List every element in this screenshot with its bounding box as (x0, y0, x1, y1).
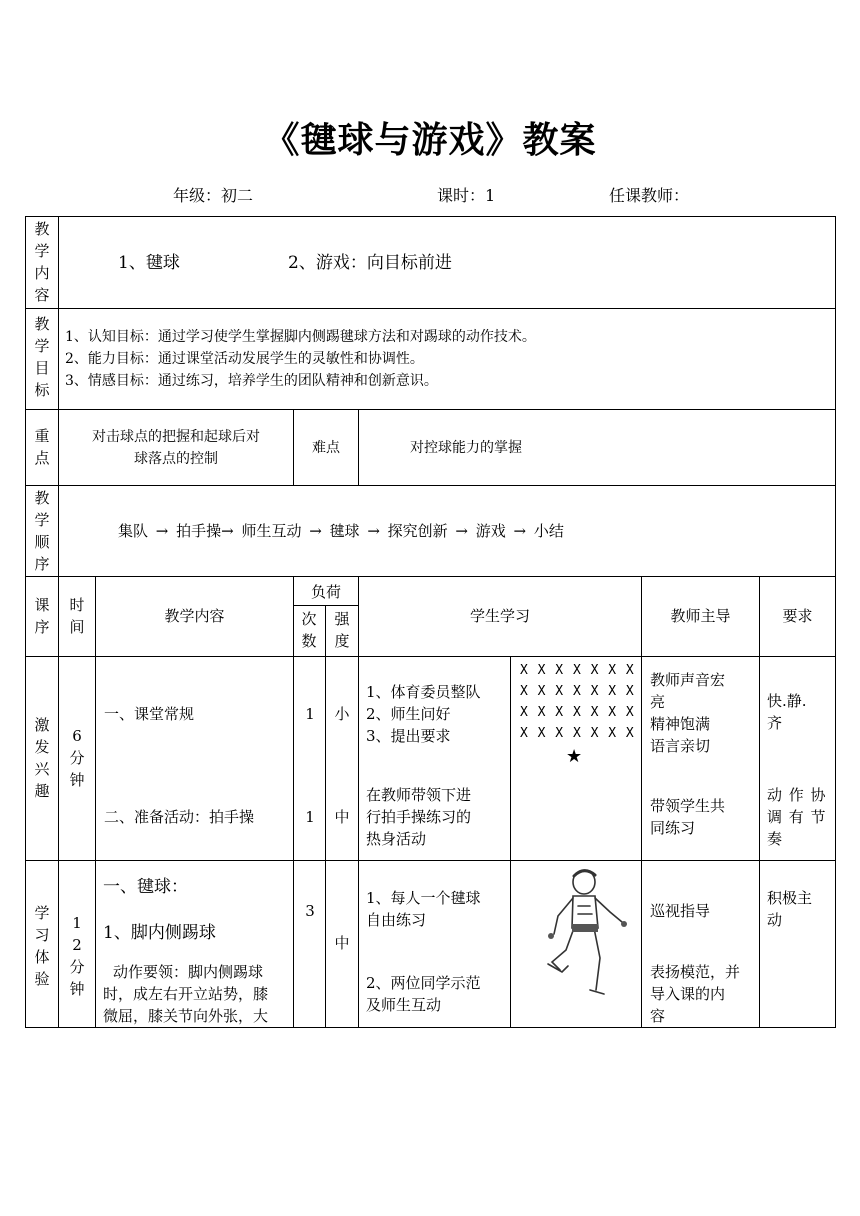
row1-requirement-1: 快.静. 齐 (767, 692, 807, 732)
header-intensity: 强 度 (334, 610, 350, 650)
grade-label: 年级：初二 (173, 186, 254, 205)
goal-line-2: 2、能力目标：通过课堂活动发展学生的灵敏性和协调性。 (65, 351, 424, 367)
row1-intensity-1: 小 (334, 705, 350, 723)
row2-time: 1 2 分 钟 (69, 914, 85, 998)
order-text: 集队 → 拍手操→ 师生互动 → 毽球 → 探究创新 → 游戏 → 小结 (118, 522, 564, 540)
row2-requirement: 积极主 动 (767, 889, 813, 929)
header-student: 学生学习 (469, 607, 530, 625)
row2-student-2: 2、两位同学示范 及师生互动 (366, 974, 481, 1014)
row1-requirement-2: 动 作 协 调 有 节 奏 (767, 786, 827, 848)
row1-content-1: 一、课堂常规 (104, 705, 195, 723)
row2-teacher-2: 表扬模范，并 导入课的内 容 (650, 963, 741, 1025)
goals-label: 教 学 目 标 (34, 315, 50, 399)
header-phase: 课 序 (34, 596, 50, 636)
order-label: 教 学 顺 序 (34, 489, 50, 573)
row2-count: 3 (305, 902, 315, 920)
goal-line-1: 1、认知目标：通过学习使学生掌握脚内侧踢毽球方法和对踢球的动作技术。 (65, 329, 536, 345)
row2-phase: 学 习 体 验 (34, 904, 50, 988)
focus-text-2: 球落点的控制 (134, 451, 218, 467)
row1-count-2: 1 (305, 808, 315, 826)
period-label: 课时：1 (437, 186, 496, 205)
row2-intensity: 中 (334, 934, 350, 952)
header-load: 负荷 (310, 583, 341, 601)
header-teacher: 教师主导 (670, 607, 731, 625)
row1-phase: 激 发 兴 趣 (34, 716, 50, 800)
focus-text-1: 对击球点的把握和起球后对 (92, 429, 260, 445)
row2-heading-2: 1、脚内侧踢球 (103, 923, 216, 943)
document-title: 《毽球与游戏》教案 (263, 120, 597, 161)
row1-student-2: 在教师带领下进 行拍手操练习的 热身活动 (366, 786, 472, 848)
row2-heading-1: 一、毽球： (103, 877, 188, 897)
header-time: 时 间 (69, 596, 85, 636)
shuttlecock-kick-illustration (538, 866, 634, 1006)
row1-count-1: 1 (305, 705, 315, 723)
row2-student-1: 1、每人一个毽球 自由练习 (366, 889, 481, 929)
content-item-1: 1、毽球 (118, 253, 180, 273)
row1-intensity-2: 中 (334, 808, 350, 826)
header-requirement: 要求 (782, 607, 813, 625)
row2-description: 动作要领：脚内侧踢球 时，成左右开立站势，膝 微屈，膝关节向外张，大 (103, 963, 269, 1025)
difficulty-label: 难点 (312, 440, 340, 456)
content-item-2: 2、游戏：向目标前进 (288, 253, 452, 273)
teacher-star-icon: ★ (566, 746, 583, 767)
row1-time: 6 分 钟 (69, 727, 85, 789)
row1-teacher-1: 教师声音宏 亮 精神饱满 语言亲切 (650, 671, 726, 755)
header-count: 次 数 (301, 610, 317, 650)
row1-teacher-2: 带领学生共 同练习 (650, 797, 726, 837)
row2-teacher-1: 巡视指导 (650, 902, 711, 920)
row1-student-1: 1、体育委员整队 2、师生问好 3、提出要求 (366, 683, 481, 745)
goal-line-3: 3、情感目标：通过练习，培养学生的团队精神和创新意识。 (65, 373, 438, 389)
focus-label: 重 点 (34, 427, 50, 467)
content-label: 教 学 内 容 (34, 220, 50, 304)
difficulty-text: 对控球能力的掌握 (410, 440, 522, 456)
teacher-label: 任课教师： (609, 186, 690, 205)
row1-content-2: 二、准备活动：拍手操 (104, 808, 255, 826)
header-content: 教学内容 (164, 607, 225, 625)
